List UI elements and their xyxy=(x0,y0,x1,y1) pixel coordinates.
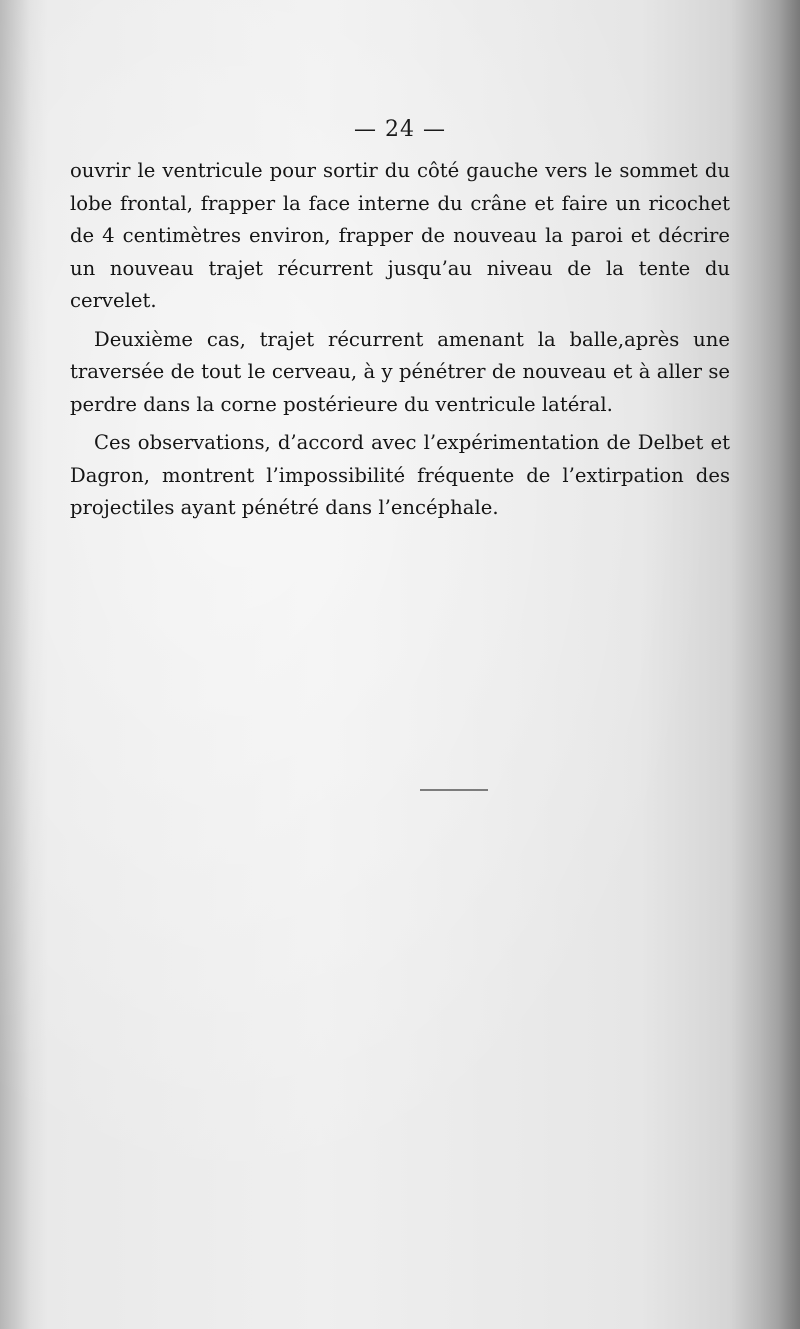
page-number: — 24 — xyxy=(354,117,446,142)
paragraph-2: Deuxième cas, trajet récurrent amenant la balle,après une traversée de tout le cerveau, à y pénétrer de nouveau et à aller se perdre dans la corne postérieure du ventricule latéral. xyxy=(70,327,730,416)
paragraph-3: Ces observations, d’accord avec l’expérimentation de Delbet et Dagron, montrent l’impossibilité fréquente de l’extirpation des projectiles ayant pénétré dans l’encéphale. xyxy=(70,431,730,519)
body-text xyxy=(70,155,730,531)
page-gutter-shadow xyxy=(0,0,30,1329)
page-edge-shadow xyxy=(730,0,800,1329)
paragraph-1: ouvrir le ventricule pour sortir du côté gauche vers le sommet du lobe frontal, frapper la face interne du crâne et faire un ricochet de 4 centimètres environ, frapper de nouveau la paroi et décrire un nouveau trajet récurrent jusqu’au niveau de la tente du cervelet. xyxy=(70,159,730,312)
show-through-rule xyxy=(420,789,488,791)
